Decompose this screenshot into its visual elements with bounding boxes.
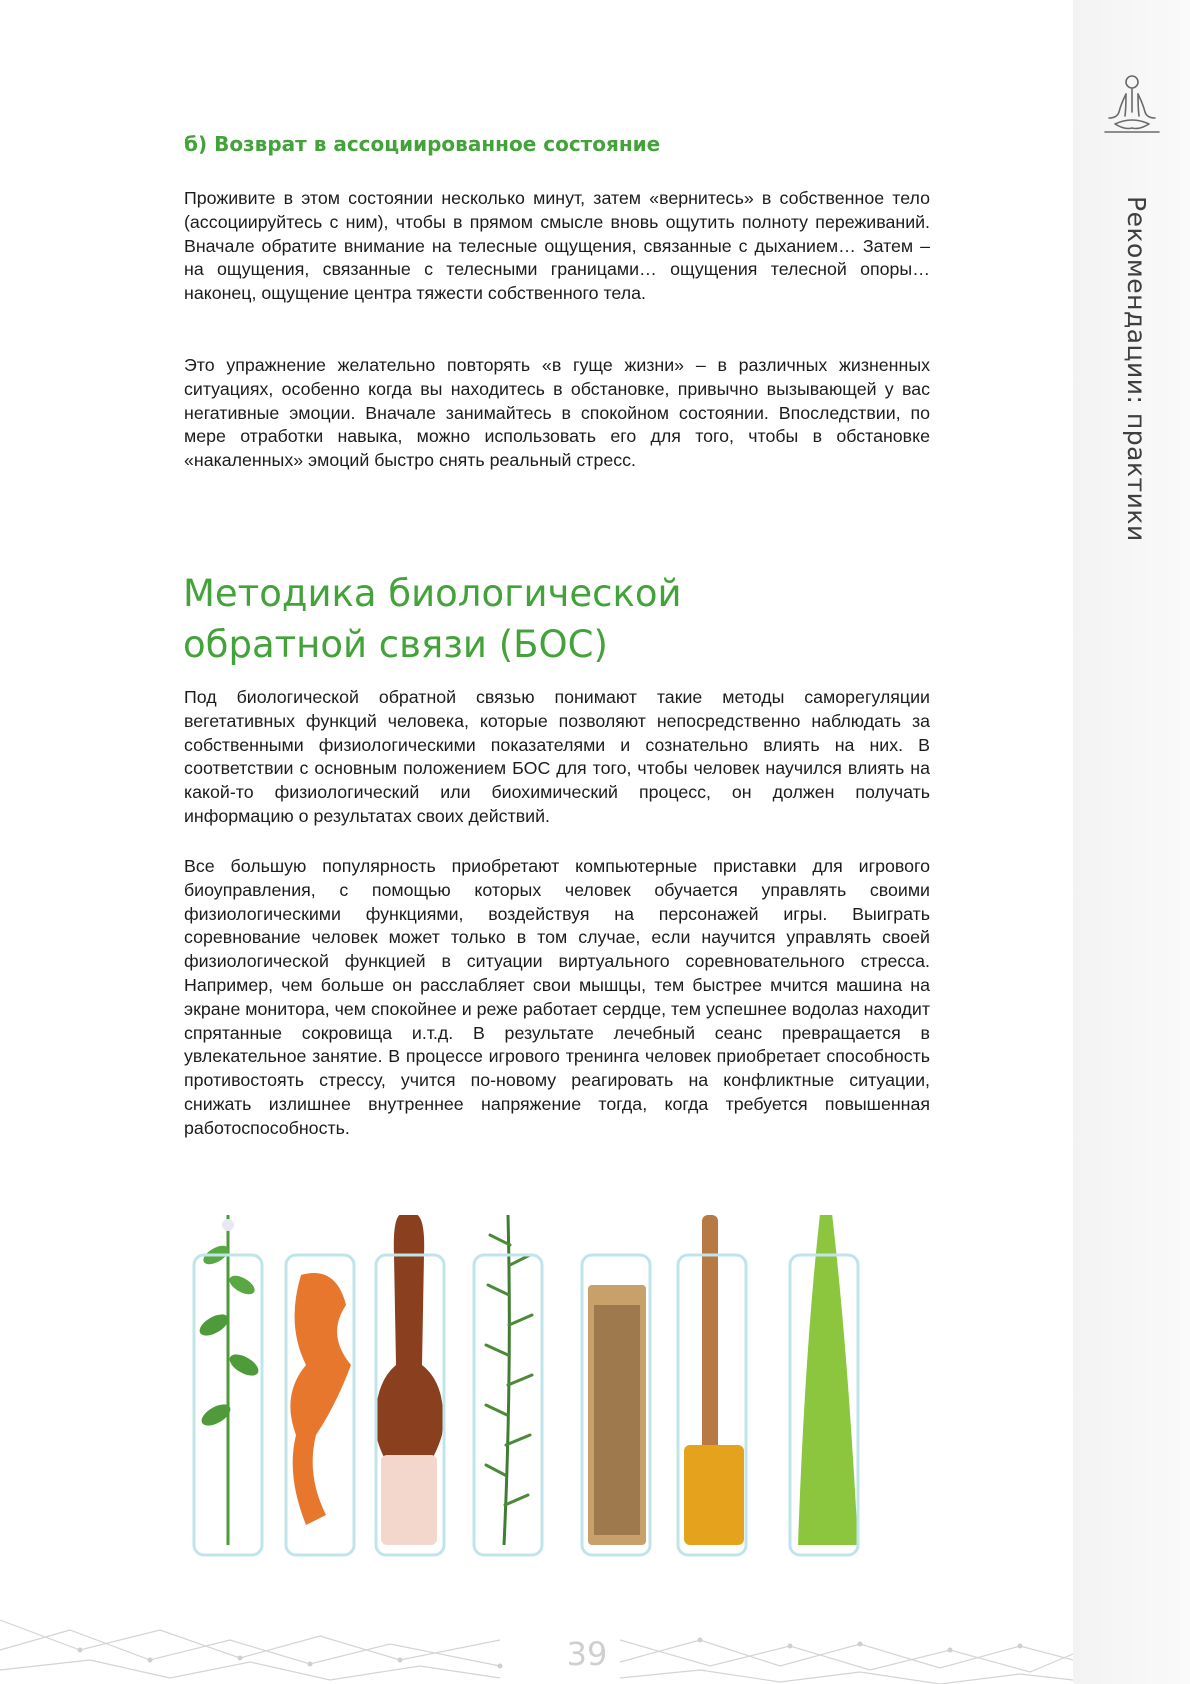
aloe-icon (798, 1215, 858, 1545)
rosemary-icon (486, 1215, 532, 1545)
paragraph: Это упражнение желательно повторять «в гуще жизни» – в различных жизненных ситуациях, особенно когда вы находитесь в обстановке, привычно вызывающей у вас негативные эмоции. Вначале занимайтесь в спокойном состоянии. Впоследствии, по мере отработки навыка, можно использовать его для того, чтобы в обстановке «накаленных» эмоций быстро снять реальный стресс. (184, 355, 930, 471)
section-heading-line: обратной связи (БОС) (183, 623, 608, 666)
page-number: 39 (566, 1635, 608, 1673)
meditation-icon (1095, 72, 1169, 146)
mint-icon (196, 1215, 262, 1545)
honey-dipper-icon (684, 1215, 744, 1545)
herbs-in-test-tubes-photo (186, 1215, 926, 1565)
paragraph: Все большую популярность приобретают компьютерные приставки для игрового биоуправления, с помощью которых человек обучается управлять своими физиологическими функциями, воздействуя на персонажей игры. Выиграть соревнование человек может только в том случае, если научится управлять своей физиологической функцией в ситуации виртуального соревновательного стресса. Например, чем больше он расслабляет свои мышцы, тем быстрее мчится машина на экране монитора, чем спокойнее и реже работает сердце, тем успешнее водолаз находит спрятанные сокровища и.т.д. В результате лечебный сеанс превращается в увлекательное занятие. В процессе игрового тренинга человек приобретает способность противостоять стрессу, учится по-новому реагировать на конфликтные ситуации, снижать излишнее внутреннее напряжение тогда, когда требуется повышенная работоспособность. (184, 856, 930, 1138)
salt-spoon-icon (375, 1215, 443, 1545)
paragraph: Под биологической обратной связью понимают такие методы саморегуляции вегетативных функций человека, которые позволяют непосредственно наблюдать за собственными физиологическими показателями и сознательно влиять на них. В соответствии с основным положением БОС для того, чтобы человек научился влиять на какой-то физиологический или биохимический процесс, он должен получать информацию о результатах своих действий. (184, 687, 930, 826)
turmeric-icon (290, 1273, 351, 1525)
paragraph: Проживите в этом состоянии несколько минут, затем «вернитесь» в собственное тело (ассоциируйтесь с ним), чтобы в прямом смысле вновь ощутить полноту переживаний. Вначале обратите внимание на телесные ощущения, связанные с дыханием… Затем – на ощущения, связанные с телесными границами… ощущения телесной опоры… наконец, ощущение центра тяжести собственного тела. (184, 188, 930, 304)
section-heading-line: Методика биологической (183, 572, 682, 615)
honeycomb-icon (588, 1285, 646, 1545)
section-heading (183, 568, 883, 670)
section-subheading: б) Возврат в ассоциированное состояние (184, 132, 661, 156)
sidebar-title: Рекомендации: практики (1122, 196, 1151, 542)
